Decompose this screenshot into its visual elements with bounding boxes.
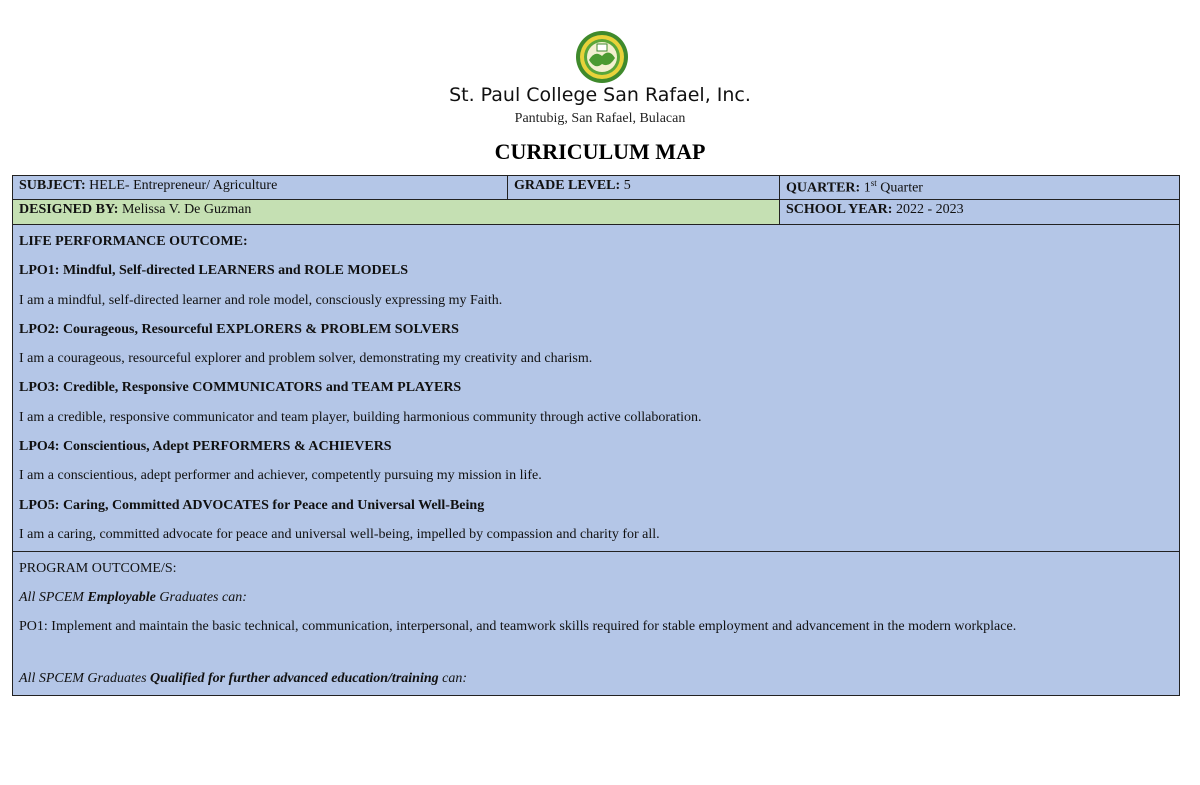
lpo-heading: LIFE PERFORMANCE OUTCOME:	[19, 234, 248, 249]
quarter-cell	[780, 176, 1180, 200]
grade-level-label: GRADE LEVEL:	[514, 178, 621, 193]
designed-by-cell	[13, 200, 780, 225]
program-outcome-row	[13, 552, 1180, 696]
employable-suffix: Graduates can:	[155, 590, 247, 606]
program-outcome-spacer	[19, 641, 1173, 664]
school-address: Pantubig, San Rafael, Bulacan	[514, 111, 686, 126]
qualified-graduates-line	[19, 664, 1173, 693]
grade-level-value: 5	[623, 178, 631, 193]
lpo1-description: I am a mindful, self-directed learner and role model, consciously expressing my Faith.	[19, 292, 503, 308]
seal-outer-scallop	[576, 31, 628, 83]
designed-by-label: DESIGNED BY:	[19, 202, 119, 217]
program-outcome-cell	[13, 552, 1180, 696]
lpo5-description: I am a caring, committed advocate for peace and universal well-being, impelled by compassion and charity for all.	[19, 526, 660, 542]
po1-statement: PO1: Implement and maintain the basic technical, communication, interpersonal, and teamwork skills required for stable employment and advancement in the modern workplace.	[19, 619, 1017, 635]
lpo5-title: LPO5: Caring, Committed ADVOCATES for Peace and Universal Well-Being	[19, 497, 485, 513]
quarter-ordinal: st	[870, 178, 877, 188]
school-year-cell	[780, 200, 1180, 225]
program-outcome-heading: PROGRAM OUTCOME/S:	[19, 561, 177, 577]
lpo4-description: I am a conscientious, adept performer and achiever, competently pursuing my mission in life.	[19, 468, 542, 484]
document-title: CURRICULUM MAP	[494, 139, 706, 164]
lpo2-description: I am a courageous, resourceful explorer and problem solver, demonstrating my creativity and charism.	[19, 351, 593, 367]
lpo4-title: LPO4: Conscientious, Adept PERFORMERS & ACHIEVERS	[19, 439, 392, 455]
lpo1-title: LPO1: Mindful, Self-directed LEARNERS and ROLE MODELS	[19, 263, 409, 279]
employable-prefix: All SPCEM	[19, 590, 88, 606]
lpo3-description: I am a credible, responsive communicator and team player, building harmonious community through active collaboration.	[19, 409, 702, 425]
lpo3-title: LPO3: Credible, Responsive COMMUNICATORS and TEAM PLAYERS	[19, 380, 462, 396]
employable-keyword: Employable	[87, 590, 156, 606]
lpo-row	[13, 225, 1180, 552]
school-name: St. Paul College San Rafael, Inc.	[449, 84, 751, 106]
qualified-prefix: All SPCEM Graduates	[19, 671, 151, 687]
quarter-word: Quarter	[880, 180, 923, 196]
subject-cell	[13, 176, 508, 200]
grade-level-cell	[508, 176, 780, 200]
designed-by-value: Melissa V. De Guzman	[121, 202, 252, 217]
school-year-value: 2022 - 2023	[895, 202, 964, 217]
quarter-label: QUARTER:	[786, 180, 861, 196]
school-seal-logo	[571, 30, 633, 84]
lpo2-title: LPO2: Courageous, Resourceful EXPLORERS & PROBLEM SOLVERS	[19, 321, 459, 337]
subject-value: HELE- Entrepreneur/ Agriculture	[89, 178, 278, 193]
employable-graduates-line	[19, 583, 1173, 612]
qualified-keyword: Qualified for further advanced education/training	[150, 671, 439, 687]
curriculum-map-table	[12, 175, 1180, 696]
life-performance-outcome-cell	[13, 225, 1180, 552]
quarter-number: 1	[863, 180, 871, 196]
subject-label: SUBJECT:	[19, 178, 86, 193]
designer-row	[13, 200, 1180, 225]
subject-row	[13, 176, 1180, 200]
qualified-suffix: can:	[438, 671, 468, 687]
school-year-label: SCHOOL YEAR:	[786, 202, 893, 217]
